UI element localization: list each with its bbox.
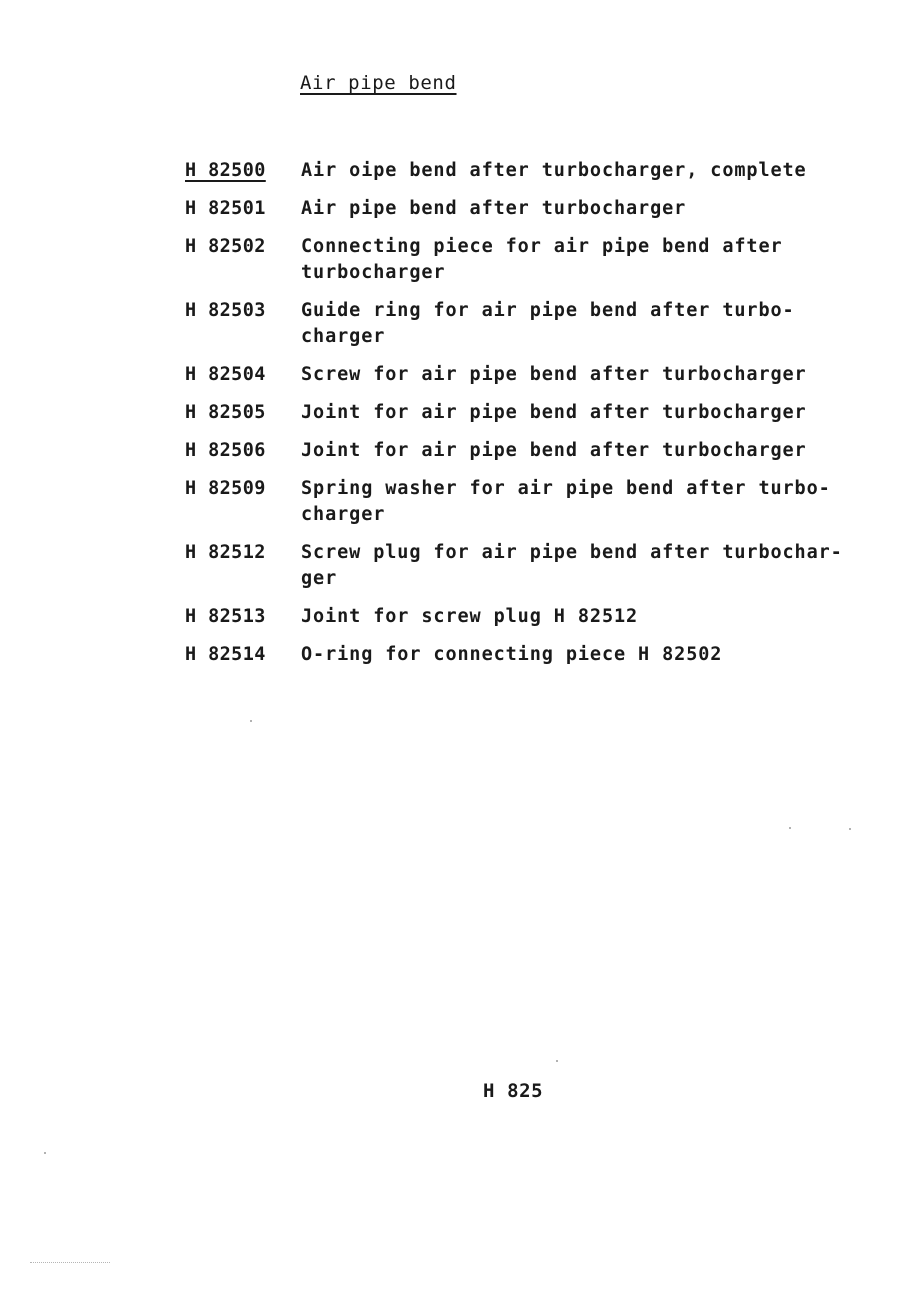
part-code: H 82509	[185, 478, 266, 499]
part-row	[185, 642, 885, 668]
scan-dots	[30, 1262, 110, 1264]
part-description-line: O-ring for connecting piece H 82502	[301, 644, 723, 665]
scan-speck	[556, 1060, 558, 1062]
part-code: H 82503	[185, 300, 266, 321]
scan-speck	[44, 1152, 46, 1154]
part-row	[185, 158, 885, 184]
part-description-line: Screw for air pipe bend after turbocharger	[301, 364, 807, 385]
part-row	[185, 604, 885, 630]
parts-list	[185, 158, 885, 680]
part-code: H 82506	[185, 440, 266, 461]
part-code: H 82500	[185, 160, 266, 181]
part-description	[301, 540, 885, 592]
part-description	[301, 438, 885, 464]
part-description-line: Air pipe bend after turbocharger	[301, 198, 687, 219]
part-description	[301, 400, 885, 426]
part-row	[185, 196, 885, 222]
page-number: H 825	[483, 1080, 544, 1102]
part-description-line: Joint for screw plug H 82512	[301, 606, 639, 627]
part-code: H 82512	[185, 542, 266, 563]
part-row	[185, 362, 885, 388]
scan-speck	[849, 828, 851, 830]
part-code: H 82505	[185, 402, 266, 423]
part-code: H 82501	[185, 198, 266, 219]
part-description	[301, 476, 885, 528]
scan-speck	[789, 827, 791, 829]
part-description-line: ger	[301, 568, 338, 589]
part-description	[301, 604, 885, 630]
part-description-line: Air oipe bend after turbocharger, complete	[301, 160, 807, 181]
part-row	[185, 234, 885, 286]
part-description-line: Connecting piece for air pipe bend after	[301, 236, 783, 257]
part-row	[185, 298, 885, 350]
part-row	[185, 540, 885, 592]
part-row	[185, 476, 885, 528]
part-description	[301, 196, 885, 222]
part-code: H 82513	[185, 606, 266, 627]
part-code: H 82504	[185, 364, 266, 385]
part-description-line: charger	[301, 326, 386, 347]
part-code: H 82514	[185, 644, 266, 665]
part-code: H 82502	[185, 236, 266, 257]
part-description	[301, 234, 885, 286]
part-description-line: Joint for air pipe bend after turbocharger	[301, 440, 807, 461]
part-description	[301, 158, 885, 184]
part-description-line: turbocharger	[301, 262, 446, 283]
part-description-line: Screw plug for air pipe bend after turbochar-	[301, 542, 843, 563]
part-row	[185, 438, 885, 464]
section-heading: Air pipe bend	[300, 72, 457, 94]
part-description	[301, 642, 885, 668]
part-row	[185, 400, 885, 426]
part-description-line: Joint for air pipe bend after turbocharger	[301, 402, 807, 423]
part-description-line: charger	[301, 504, 386, 525]
scan-speck	[250, 720, 252, 722]
part-description	[301, 362, 885, 388]
part-description	[301, 298, 885, 350]
part-description-line: Guide ring for air pipe bend after turbo-	[301, 300, 795, 321]
part-description-line: Spring washer for air pipe bend after turbo-	[301, 478, 831, 499]
